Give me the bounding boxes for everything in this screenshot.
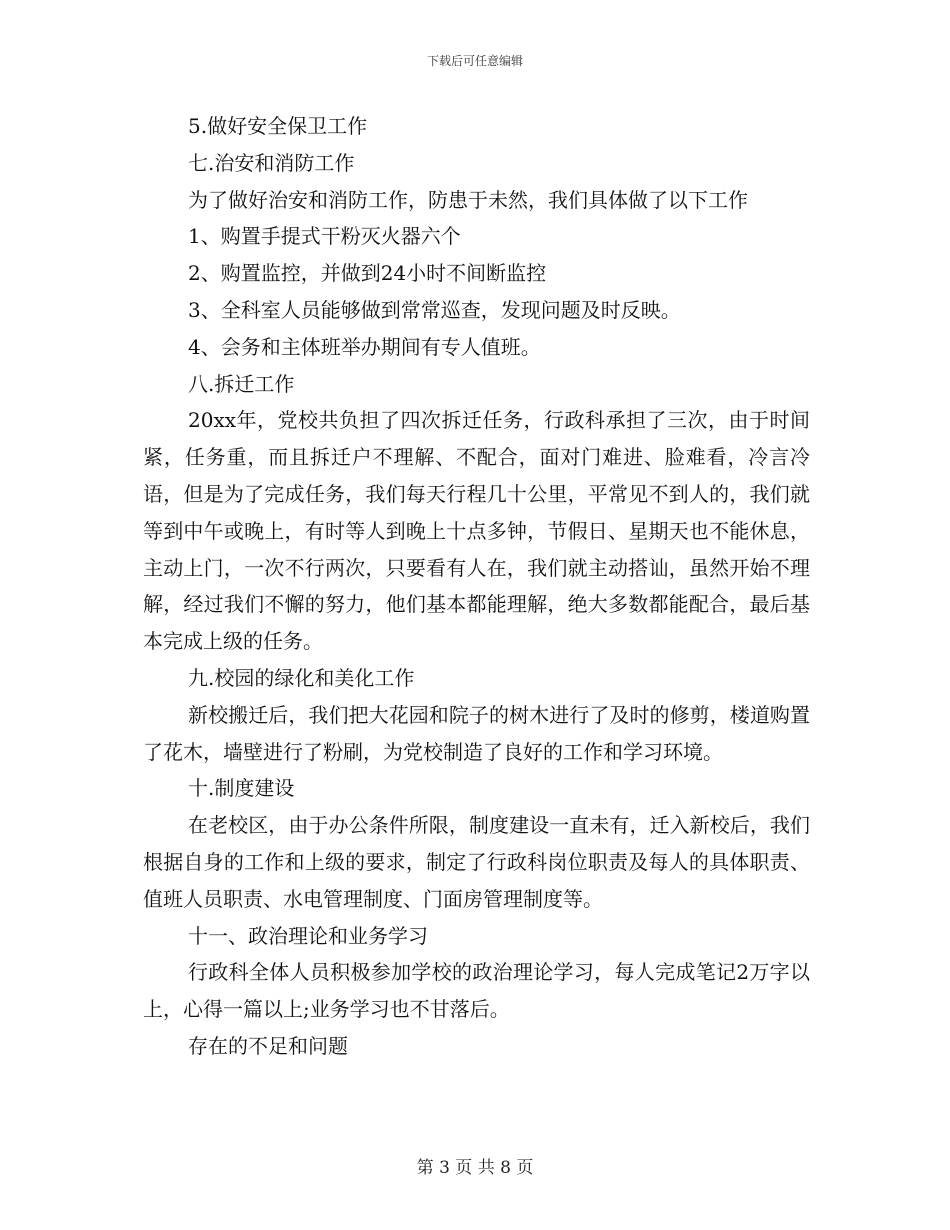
paragraph: 为了做好治安和消防工作，防患于未然，我们具体做了以下工作 xyxy=(188,187,748,212)
list-item: 2、购置监控，并做到24小时不间断监控 xyxy=(188,261,547,286)
section-heading: 存在的不足和问题 xyxy=(188,1033,348,1058)
section-heading: 七.治安和消防工作 xyxy=(188,150,355,175)
list-item: 3、全科室人员能够做到常常巡查，发现问题及时反映。 xyxy=(188,297,681,322)
section-heading: 九.校园的绿化和美化工作 xyxy=(188,665,415,690)
section-heading: 十.制度建设 xyxy=(188,776,295,801)
paragraph: 新校搬迁后，我们把大花园和院子的树木进行了及时的修剪，楼道购置了花木，墙壁进行了粉刷，为党校制造了良好的工作和学习环境。 xyxy=(143,702,810,764)
paragraph: 行政科全体人员积极参加学校的政治理论学习，每人完成笔记2万字以上，心得一篇以上;业务学习也不甘落后。 xyxy=(143,960,810,1022)
item-heading: 5.做好安全保卫工作 xyxy=(188,114,368,138)
list-item: 1、购置手提式干粉灭火器六个 xyxy=(188,224,461,249)
document-body xyxy=(143,108,810,1065)
section-heading: 十一、政治理论和业务学习 xyxy=(188,923,428,948)
page-number: 第 3 页 共 8 页 xyxy=(416,1158,534,1178)
paragraph: 在老校区，由于办公条件所限，制度建设一直未有，迁入新校后，我们根据自身的工作和上级的要求，制定了行政科岗位职责及每人的具体职责、值班人员职责、水电管理制度、门面房管理制度等。 xyxy=(143,813,810,911)
section-heading: 八.拆迁工作 xyxy=(188,371,295,396)
list-item: 4、会务和主体班举办期间有专人值班。 xyxy=(188,334,541,359)
paragraph: 20xx年，党校共负担了四次拆迁任务，行政科承担了三次，由于时间紧，任务重，而且拆迁户不理解、不配合，面对门难进、脸难看，冷言冷语，但是为了完成任务，我们每天行程几十公里，平常见不到人的，我们就等到中午或晚上，有时等人到晚上十点多钟，节假日、星期天也不能休息，主动上门，一次不行两次，只要看有人在，我们就主动搭讪，虽然开始不理解，经过我们不懈的努力，他们基本都能理解，绝大多数都能配合，最后基本完成上级的任务。 xyxy=(143,408,810,654)
page-header: 下载后可任意编辑 xyxy=(426,54,523,68)
